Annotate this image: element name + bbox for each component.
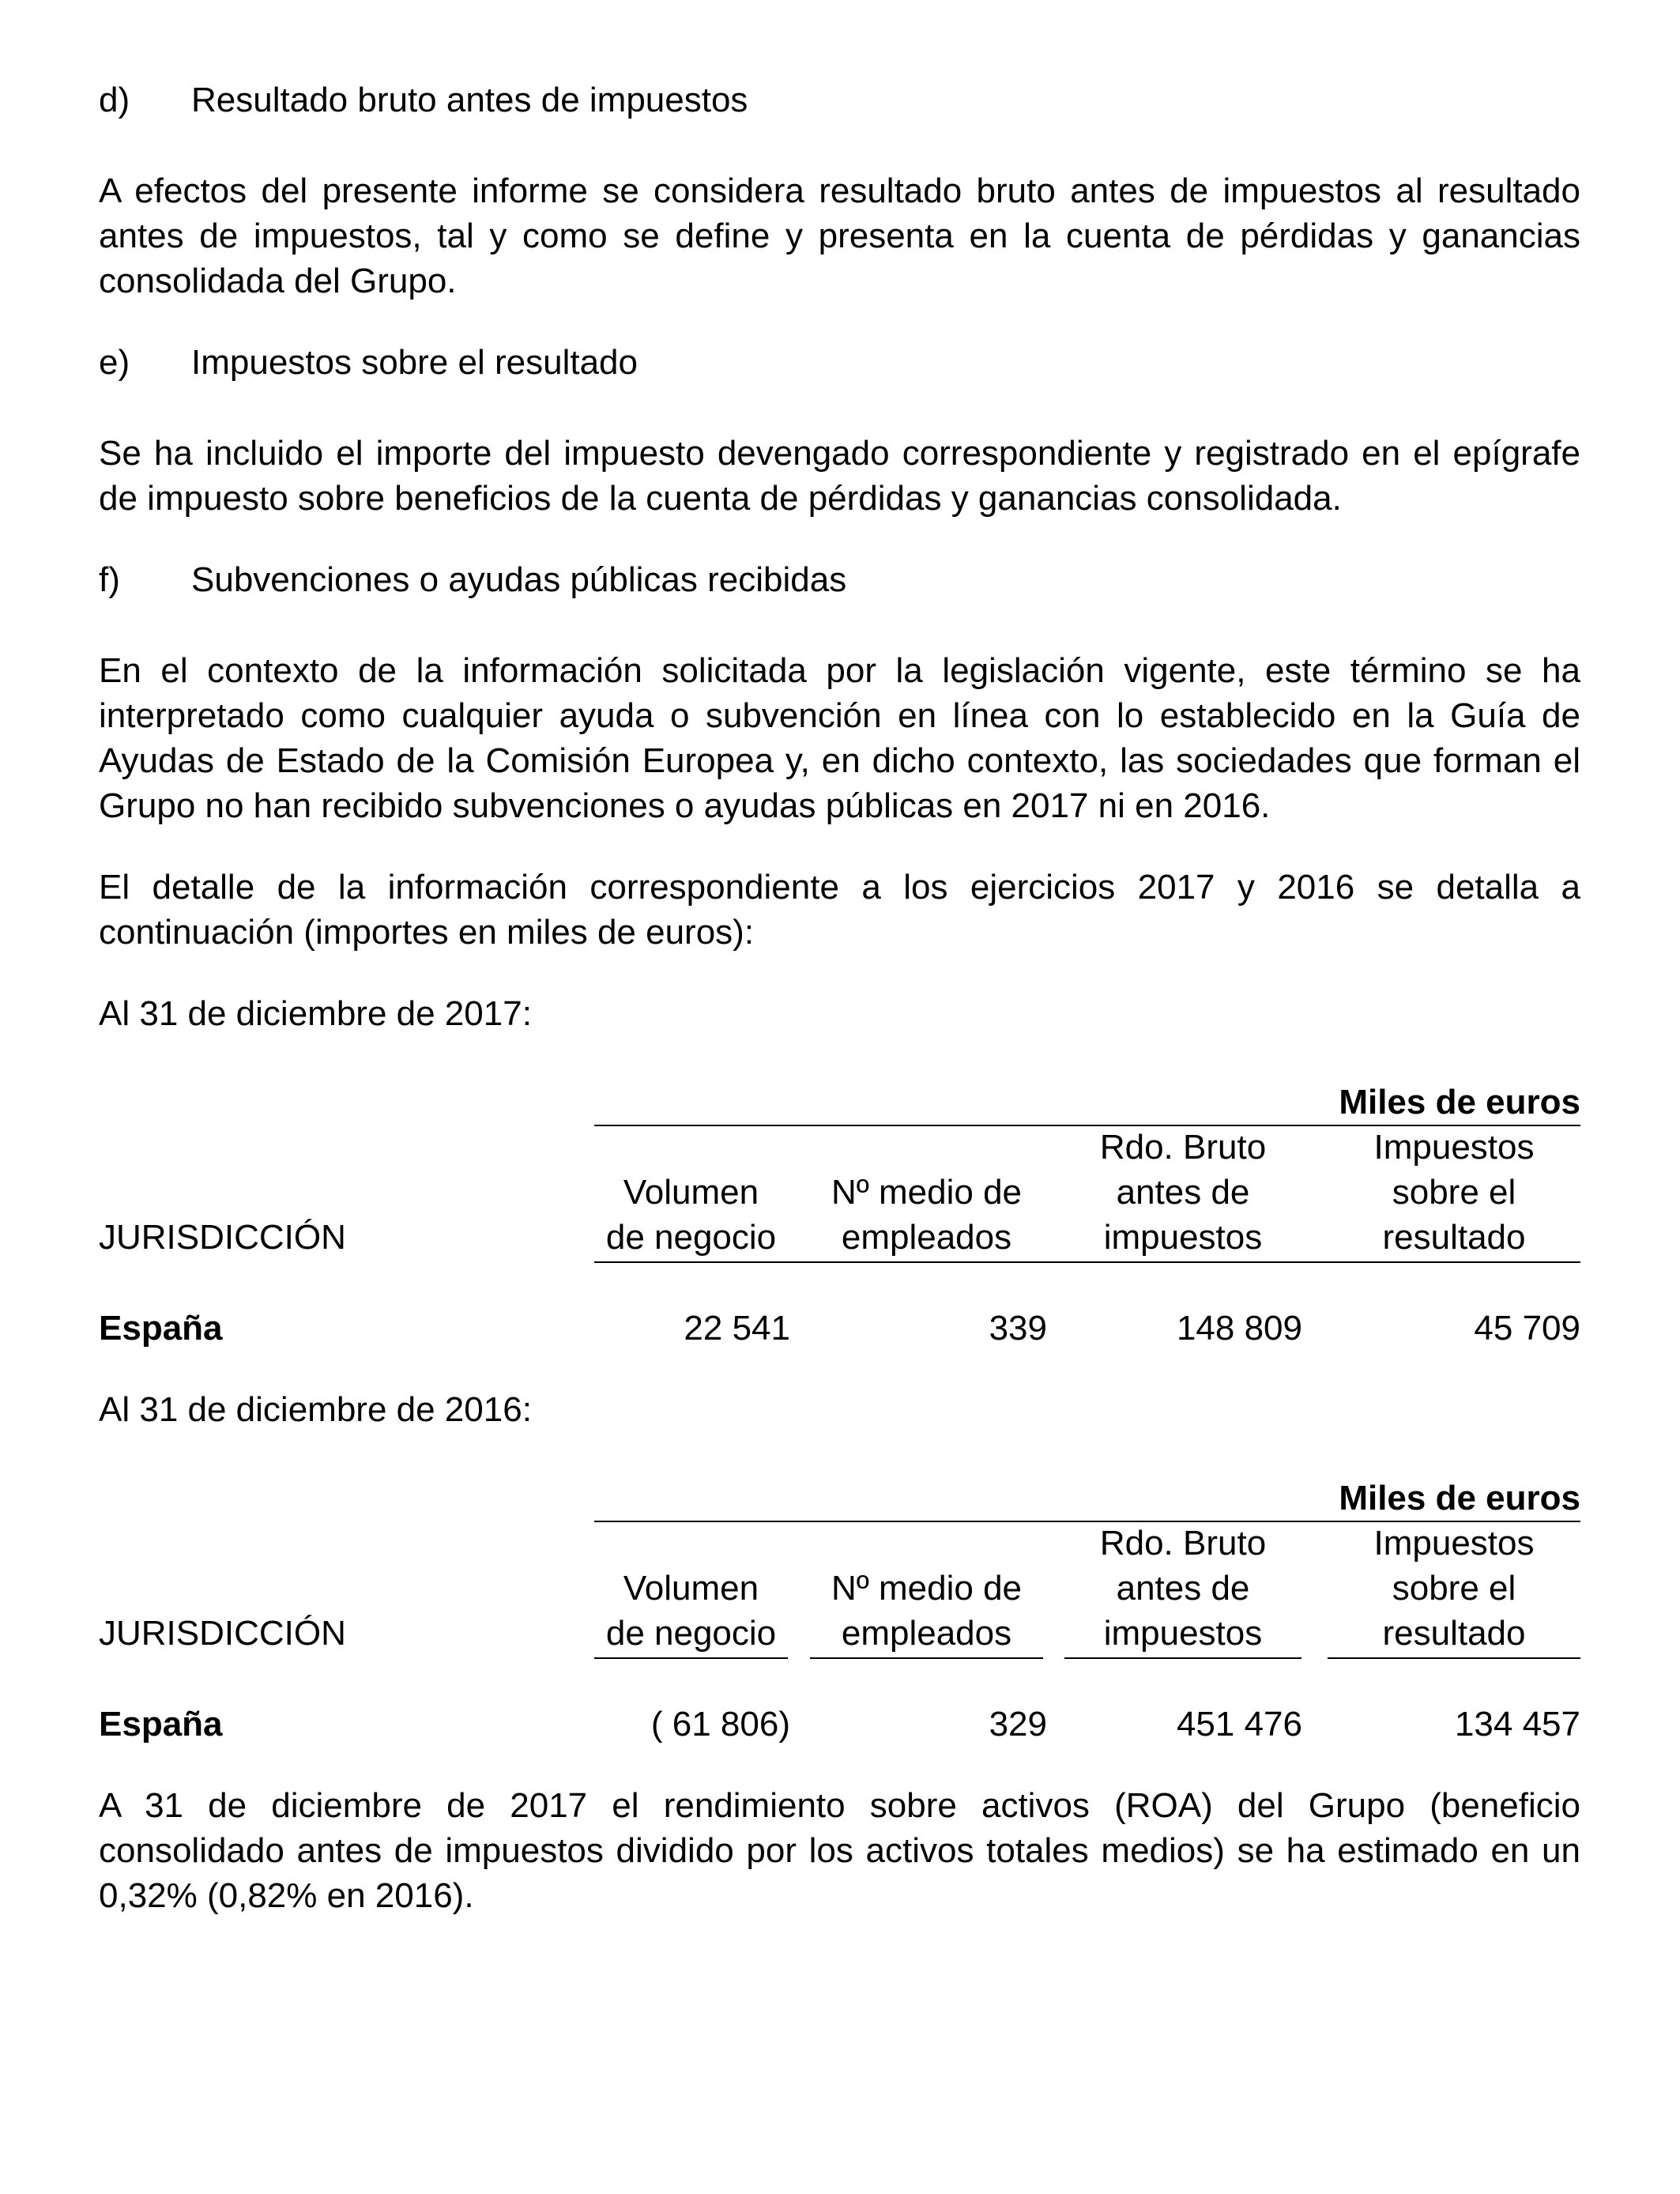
header-employees-line2: empleados	[841, 1218, 1012, 1257]
header-volume-line2: de negocio	[605, 1218, 777, 1257]
row-result: 148 809	[1176, 1309, 1302, 1348]
section-f-heading	[99, 557, 1580, 602]
header-taxes	[1328, 1521, 1580, 1656]
header-taxes-line2: sobre el	[1392, 1569, 1516, 1608]
header-result-line3: impuestos	[1103, 1218, 1263, 1257]
header-taxes	[1328, 1125, 1580, 1260]
header-volume	[594, 1566, 788, 1656]
table-2016-unit-title: Miles de euros	[1339, 1479, 1580, 1517]
underline-taxes	[1328, 1657, 1580, 1659]
table-2016-header	[99, 1521, 1580, 1656]
section-e-letter: e)	[99, 343, 130, 382]
row-jurisdiction-name: España	[99, 1705, 223, 1744]
header-result-line1: Rdo. Bruto	[1099, 1524, 1267, 1563]
row-taxes: 134 457	[1454, 1705, 1580, 1744]
header-employees-line2: empleados	[841, 1614, 1012, 1653]
row-employees: 339	[989, 1309, 1047, 1348]
table-2017-header-rule	[594, 1261, 1580, 1263]
header-employees-line1: Nº medio de	[831, 1173, 1023, 1212]
row-employees: 329	[989, 1705, 1047, 1744]
underline-volume	[594, 1657, 788, 1659]
header-employees	[810, 1170, 1043, 1260]
header-result-line3: impuestos	[1103, 1614, 1263, 1653]
header-volume	[594, 1170, 788, 1260]
table-2017-header	[99, 1125, 1580, 1260]
table-row	[99, 1306, 1580, 1351]
row-result: 451 476	[1176, 1705, 1302, 1744]
section-d-body: A efectos del presente informe se considera resultado bruto antes de impuestos al resultado antes de impuestos, tal y como se define y presenta en la cuenta de pérdidas y ganancias consolidada del Grupo.	[99, 172, 1580, 300]
row-volume: ( 61 806)	[650, 1705, 790, 1744]
section-f-body: En el contexto de la información solicitada por la legislación vigente, este término se ha interpretado como cualquier ayuda o subvención en línea con lo establecido en la Guía de Ayudas de Estado de la Comisión Europea y, en dicho contexto, las sociedades que forman el Grupo no han recibido subvenciones o ayudas públicas en 2017 ni en 2016.	[99, 651, 1580, 825]
table-2017-date-label: Al 31 de diciembre de 2017:	[99, 994, 532, 1033]
section-e-body: Se ha incluido el importe del impuesto devengado correspondiente y registrado en el epígrafe de impuesto sobre beneficios de la cuenta de pérdidas y ganancias consolidada.	[99, 434, 1580, 518]
header-volume-line1: Volumen	[623, 1569, 759, 1608]
header-volume-line1: Volumen	[623, 1173, 759, 1212]
table-2016	[99, 1476, 1580, 1747]
header-result	[1064, 1521, 1301, 1656]
header-jurisdiction: JURISDICCIÓN	[99, 1614, 346, 1653]
table-2017-unit-title: Miles de euros	[1339, 1083, 1580, 1122]
header-taxes-line3: resultado	[1382, 1614, 1526, 1653]
section-d-letter: d)	[99, 81, 130, 119]
header-taxes-line2: sobre el	[1392, 1173, 1516, 1212]
header-taxes-line1: Impuestos	[1373, 1128, 1535, 1167]
header-result	[1064, 1125, 1301, 1260]
section-e-heading	[99, 340, 1580, 385]
row-taxes: 45 709	[1474, 1309, 1580, 1348]
header-employees	[810, 1566, 1043, 1656]
row-jurisdiction-name: España	[99, 1309, 223, 1348]
underline-employees	[810, 1657, 1043, 1659]
section-e-title: Impuestos sobre el resultado	[191, 343, 638, 382]
document-page	[99, 77, 1580, 1918]
section-f-letter: f)	[99, 560, 120, 599]
section-d-heading	[99, 77, 1580, 123]
underline-result	[1064, 1657, 1301, 1659]
table-2016-date-label: Al 31 de diciembre de 2016:	[99, 1390, 532, 1429]
header-volume-line2: de negocio	[605, 1614, 777, 1653]
table-2017	[99, 1080, 1580, 1351]
header-result-line2: antes de	[1116, 1173, 1250, 1212]
row-volume: 22 541	[684, 1309, 790, 1348]
section-f-title: Subvenciones o ayudas públicas recibidas	[191, 560, 847, 599]
roa-paragraph: A 31 de diciembre de 2017 el rendimiento sobre activos (ROA) del Grupo (beneficio consolidado antes de impuestos dividido por los activos totales medios) se ha estimado en un 0,32% (0,82% en 2016).	[99, 1786, 1580, 1915]
header-result-line2: antes de	[1116, 1569, 1250, 1608]
detail-intro: El detalle de la información correspondiente a los ejercicios 2017 y 2016 se detalla a continuación (importes en miles de euros):	[99, 868, 1580, 952]
header-result-line1: Rdo. Bruto	[1099, 1128, 1267, 1167]
header-jurisdiction: JURISDICCIÓN	[99, 1218, 346, 1257]
header-employees-line1: Nº medio de	[831, 1569, 1023, 1608]
header-taxes-line1: Impuestos	[1373, 1524, 1535, 1563]
section-d-title: Resultado bruto antes de impuestos	[191, 81, 748, 119]
table-row	[99, 1702, 1580, 1747]
header-taxes-line3: resultado	[1382, 1218, 1526, 1257]
